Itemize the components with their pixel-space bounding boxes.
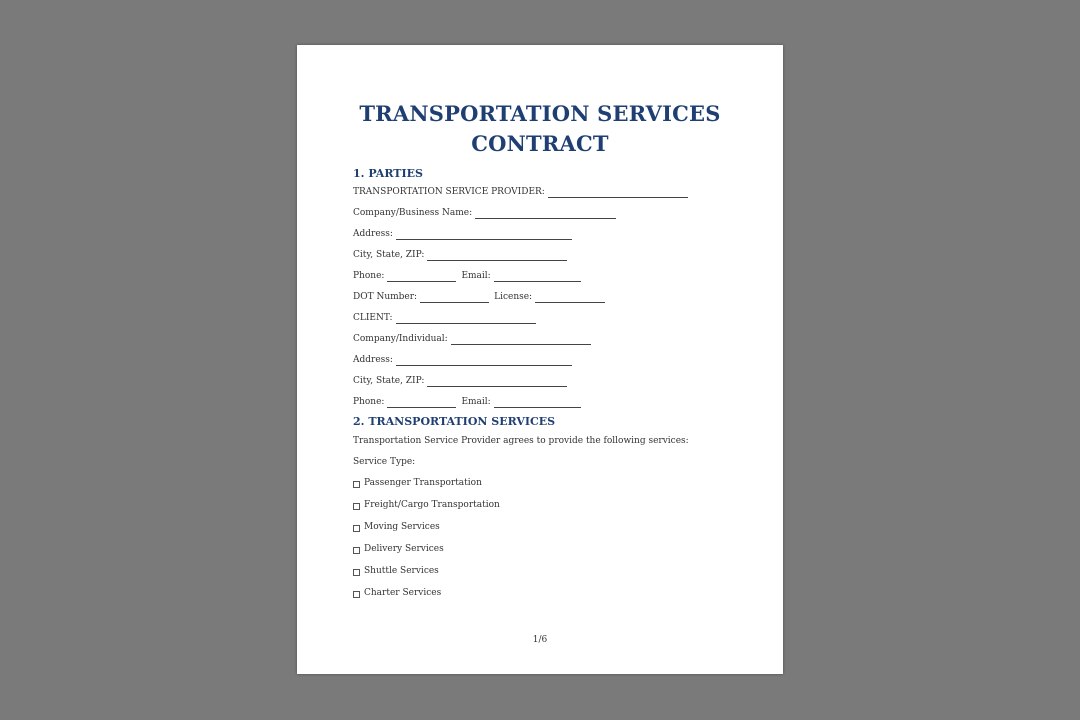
document-page [297,45,783,674]
client-city-label: City, State, ZIP: [353,376,425,386]
client-phone-blank[interactable] [387,398,456,408]
client-address-label: Address: [353,355,393,365]
checkbox-passenger-transportation[interactable] [353,477,482,489]
provider-city-blank[interactable] [427,251,567,261]
provider-row [353,186,688,198]
client-email-label: Email: [461,397,491,407]
client-phone-label: Phone: [353,397,385,407]
provider-phone-label: Phone: [353,271,385,281]
service-type-label: Service Type: [353,457,416,467]
provider-company-blank[interactable] [475,209,616,219]
provider-address-row [353,228,572,240]
client-row [353,312,536,324]
services-intro: Transportation Service Provider agrees to provide the following services: [353,436,689,446]
client-company-row [353,333,591,345]
checkbox-label: Shuttle Services [364,566,439,576]
provider-company-label: Company/Business Name: [353,208,473,218]
provider-dot-row [353,291,605,303]
checkbox-charter-services[interactable] [353,587,441,599]
section-heading-parties: 1. PARTIES [353,167,423,180]
checkbox-freight-cargo-transportation[interactable] [353,499,500,511]
checkbox-icon[interactable] [353,503,360,510]
provider-label: TRANSPORTATION SERVICE PROVIDER: [353,187,545,197]
page-number: 1/6 [532,635,548,645]
provider-city-row [353,249,567,261]
provider-blank[interactable] [548,188,688,198]
client-city-row [353,375,567,387]
provider-company-row [353,207,616,219]
provider-dot-label: DOT Number: [353,292,418,302]
provider-dot-blank[interactable] [420,293,489,303]
provider-address-label: Address: [353,229,393,239]
checkbox-label: Delivery Services [364,544,444,554]
checkbox-icon[interactable] [353,525,360,532]
provider-email-label: Email: [461,271,491,281]
client-blank[interactable] [396,314,536,324]
document-title-line1: TRANSPORTATION SERVICES [359,101,721,126]
provider-email-blank[interactable] [494,272,581,282]
checkbox-icon[interactable] [353,481,360,488]
section-heading-services: 2. TRANSPORTATION SERVICES [353,415,556,428]
document-title-line2: CONTRACT [471,131,609,156]
checkbox-delivery-services[interactable] [353,543,444,555]
client-label: CLIENT: [353,313,393,323]
checkbox-label: Moving Services [364,522,440,532]
client-address-row [353,354,572,366]
checkbox-icon[interactable] [353,591,360,598]
checkbox-moving-services[interactable] [353,521,440,533]
checkbox-icon[interactable] [353,547,360,554]
provider-address-blank[interactable] [396,230,572,240]
provider-city-label: City, State, ZIP: [353,250,425,260]
client-address-blank[interactable] [396,356,572,366]
provider-license-label: License: [494,292,533,302]
provider-phone-blank[interactable] [387,272,456,282]
checkbox-label: Passenger Transportation [364,478,482,488]
client-city-blank[interactable] [427,377,567,387]
checkbox-label: Freight/Cargo Transportation [364,500,500,510]
checkbox-shuttle-services[interactable] [353,565,439,577]
provider-contact-row [353,270,581,282]
client-company-label: Company/Individual: [353,334,448,344]
provider-license-blank[interactable] [535,293,605,303]
client-company-blank[interactable] [451,335,591,345]
client-email-blank[interactable] [494,398,581,408]
checkbox-icon[interactable] [353,569,360,576]
checkbox-label: Charter Services [364,588,442,598]
client-contact-row [353,396,581,408]
